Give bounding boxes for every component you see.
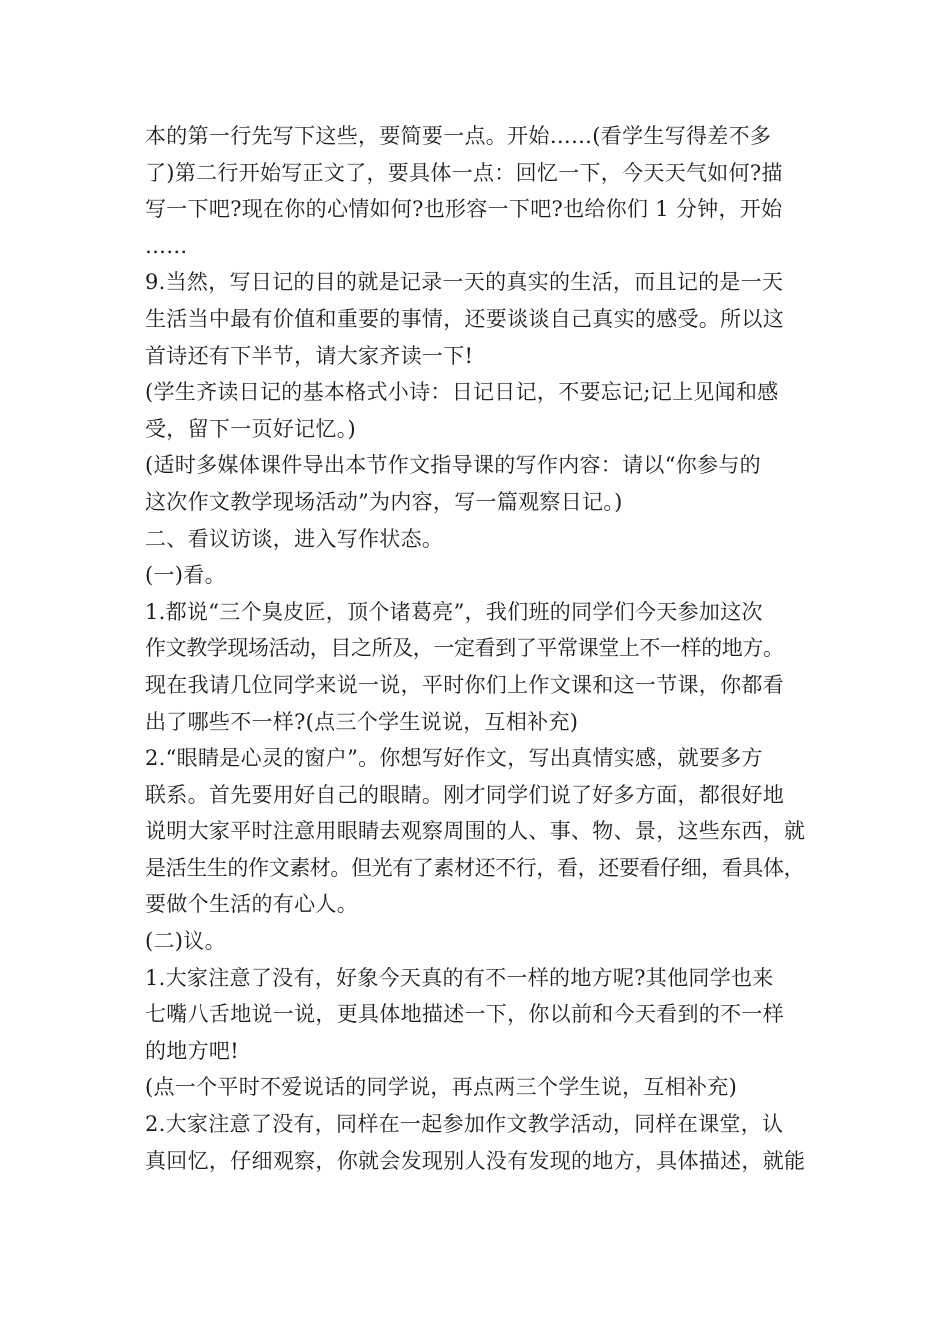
subsection-heading: (一)看。	[145, 563, 226, 588]
text-line: 联系。首先要用好自己的眼睛。刚才同学们说了好多方面，都很好地	[145, 782, 784, 807]
text-line: ……	[145, 233, 188, 258]
text-line: 1.大家注意了没有，好象今天真的有不一样的地方呢?其他同学也来	[145, 965, 774, 990]
text-line: 了)第二行开始写正文了，要具体一点：回忆一下，今天天气如何?描	[145, 160, 783, 185]
text-line: 真回忆，仔细观察，你就会发现别人没有发现的地方，具体描述，就能	[145, 1148, 806, 1173]
text-line: 1.都说“三个臭皮匠，顶个诸葛亮”，我们班的同学们今天参加这次	[145, 599, 763, 624]
text-line: 这次作文教学现场活动”为内容，写一篇观察日记。)	[145, 489, 623, 514]
text-line: 七嘴八舌地说一说，更具体地描述一下，你以前和今天看到的不一样	[145, 1002, 784, 1027]
text-line: 受，留下一页好记忆。)	[145, 416, 356, 441]
text-line: (学生齐读日记的基本格式小诗：日记日记，不要忘记;记上见闻和感	[145, 380, 779, 405]
text-line: 是活生生的作文素材。但光有了素材还不行，看，还要看仔细，看具体，	[145, 855, 805, 880]
text-line: 要做个生活的有心人。	[145, 892, 358, 917]
text-line: 的地方吧!	[145, 1038, 239, 1063]
text-line: 写一下吧?现在你的心情如何?也形容一下吧?也给你们 1 分钟，开始	[145, 197, 783, 222]
text-line: (点一个平时不爱说话的同学说，再点两三个学生说，互相补充)	[145, 1075, 738, 1100]
text-line: 2.大家注意了没有，同样在一起参加作文教学活动，同样在课堂，认	[145, 1112, 784, 1137]
subsection-heading: (二)议。	[145, 929, 226, 954]
text-line: 生活当中最有价值和重要的事情，还要谈谈自己真实的感受。所以这	[145, 306, 784, 331]
text-line: 出了哪些不一样?(点三个学生说说，互相补充)	[145, 709, 579, 734]
text-line: 首诗还有下半节，请大家齐读一下!	[145, 343, 474, 368]
text-line: 现在我请几位同学来说一说，平时你们上作文课和这一节课，你都看	[145, 672, 784, 697]
text-line: 作文教学现场活动，目之所及，一定看到了平常课堂上不一样的地方。	[145, 636, 784, 661]
text-line: (适时多媒体课件导出本节作文指导课的写作内容：请以“你参与的	[145, 453, 761, 478]
text-line: 9.当然，写日记的目的就是记录一天的真实的生活，而且记的是一天	[145, 270, 784, 295]
text-line: 2.“眼睛是心灵的窗户”。你想写好作文，写出真情实感，就要多方	[145, 746, 763, 771]
section-heading: 二、看议访谈，进入写作状态。	[145, 526, 444, 551]
text-line: 本的第一行先写下这些，要简要一点。开始……(看学生写得差不多	[145, 124, 772, 148]
text-line: 说明大家平时注意用眼睛去观察周围的人、事、物、景，这些东西，就	[145, 819, 806, 844]
document-page	[145, 118, 825, 1179]
